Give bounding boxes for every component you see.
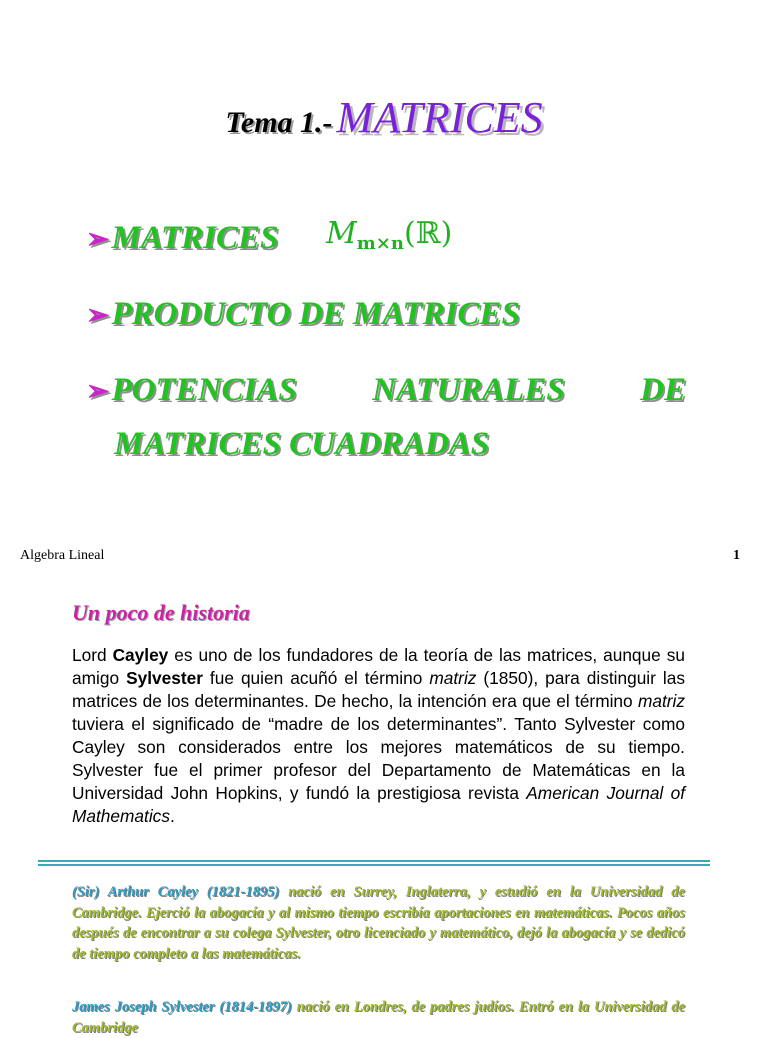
slide-title — [0, 92, 768, 143]
bullet3-word-2: NATURALES — [372, 372, 565, 408]
bio-sylvester — [72, 997, 685, 1038]
para-text: fue quien acuñó el término — [202, 668, 430, 688]
history-heading: Un poco de historia — [72, 600, 250, 625]
para-cayley: Cayley — [112, 645, 169, 665]
para-text: tuviera el significado de “madre de los determinantes”. Tanto Sylvester como Cayley son considerados entre los mejores matemáticos de su tiempo. Sylvester fue el primer profesor del Departamento de Matemáticas en la Universidad John Hopkins, y fundó la prestigiosa revista — [72, 714, 685, 803]
footer-page-number: 1 — [733, 548, 740, 563]
bio-cayley — [72, 882, 685, 964]
bio-sylvester-name: James Joseph Sylvester (1814-1897) — [72, 999, 292, 1015]
bullet-text: PRODUCTO DE MATRICES — [111, 296, 520, 332]
footer-course: Algebra Lineal — [20, 548, 105, 563]
bullet3-word-text: POTENCIAS — [111, 372, 297, 408]
bullet-potencias-line2: MATRICES CUADRADAS — [114, 426, 490, 462]
arrow-bullet-icon: ➢ — [86, 300, 110, 331]
para-text: . — [169, 806, 175, 826]
para-text: Lord — [72, 645, 113, 665]
arrow-bullet-icon: ➢ — [86, 376, 110, 407]
bullet-text: MATRICES — [111, 220, 279, 256]
para-matriz: matriz — [429, 668, 477, 688]
divider-line — [38, 864, 710, 866]
bullet3-word-3: DE — [640, 372, 686, 408]
title-prefix: Tema 1.- — [225, 106, 333, 139]
bio-cayley-text: nació en Surrey, Inglaterra, y estudió en la Universidad de Cambridge. Ejerció la abogacía y al mismo tiempo escribía aportaciones en matemáticas. Pocos años después de encontrar a su colega Sylvester, otro licenciado y matemático, dejó la abogacía y se dedicó de tiempo completo a las matemáticas. — [72, 884, 685, 962]
bullet3-word-1 — [86, 372, 297, 409]
matrix-space-formula — [326, 216, 452, 254]
history-paragraph — [72, 644, 685, 828]
title-main: MATRICES — [336, 93, 543, 142]
bio-cayley-name: (Sir) Arthur Cayley (1821-1895) — [72, 884, 280, 900]
bullet-producto — [86, 294, 520, 336]
para-sylvester: Sylvester — [126, 668, 203, 688]
bullet-potencias — [86, 372, 686, 409]
bullet-matrices — [86, 218, 278, 260]
divider-line — [38, 860, 710, 862]
para-text: (1850), para distinguir las matrices de los determinantes. De hecho, la intención era que el término — [72, 668, 685, 711]
math-subscript: m×n — [356, 233, 404, 254]
arrow-bullet-icon: ➢ — [86, 224, 110, 255]
para-text: es uno de los fundadores de la teoría de las matrices, aunque su amigo — [72, 645, 685, 688]
para-journal: American Journal of Mathematics — [72, 783, 685, 826]
math-set: (ℝ) — [403, 216, 453, 251]
math-letter: M — [326, 216, 357, 251]
para-matriz: matriz — [637, 691, 685, 711]
bio-sylvester-text: nació en Londres, de padres judíos. Entró en la Universidad de Cambridge — [72, 999, 686, 1036]
